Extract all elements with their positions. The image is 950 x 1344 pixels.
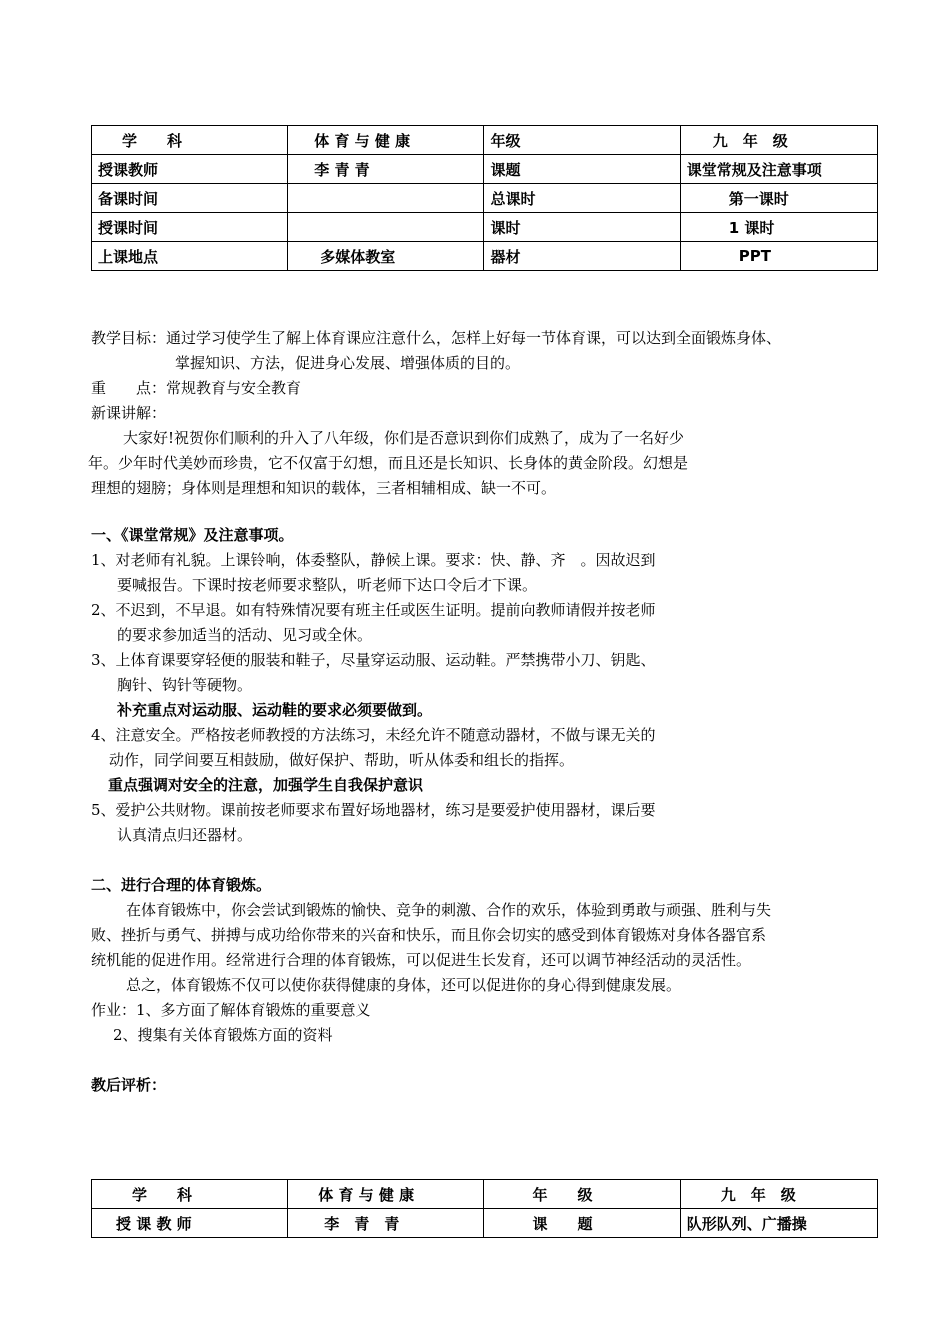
objectives-block [88, 326, 871, 501]
list-item: 3、上体育课要穿轻便的服装和鞋子，尽量穿运动服、运动鞋。严禁携带小刀、钥匙、 [91, 651, 656, 669]
subject-value: 体 育 与 健 康 [288, 126, 484, 155]
list-item: 5、爱护公共财物。课前按老师要求布置好场地器材，练习是要爱护使用器材，课后要 [91, 801, 656, 819]
table-row [92, 155, 878, 184]
subject-label: 学 科 [92, 126, 288, 155]
paragraph-line: 在体育锻炼中，你会尝试到锻炼的愉快、竞争的刺激、合作的欢乐，体验到勇敢与顽强、胜利与失 [126, 901, 772, 919]
total-hours-label: 总课时 [484, 184, 680, 213]
intro-line: 大家好!祝贺你们顺利的升入了八年级，你们是否意识到你们成熟了，成为了一名好少 [123, 429, 685, 447]
subject-value: 体 育 与 健 康 [288, 1180, 484, 1209]
list-item: 的要求参加适当的活动、见习或全休。 [117, 626, 373, 644]
section-two [91, 873, 871, 1048]
list-item: 要喊报告。下课时按老师要求整队，听老师下达口令后才下课。 [117, 576, 538, 594]
list-item: 2、不迟到，不早退。如有特殊情况要有班主任或医生证明。提前向教师请假并按老师 [91, 601, 656, 619]
table-row [92, 126, 878, 155]
prep-time-label: 备课时间 [92, 184, 288, 213]
section-title: 二、进行合理的体育锻炼。 [91, 876, 272, 894]
objective-line: 教学目标：通过学习使学生了解上体育课应注意什么，怎样上好每一节体育课，可以达到全面锻炼身体、 [91, 329, 782, 347]
section-one [91, 523, 871, 848]
summary-line: 总之，体育锻炼不仅可以使你获得健康的身体，还可以促进你的身心得到健康发展。 [126, 976, 682, 994]
grade-label: 年 级 [484, 1180, 680, 1209]
list-item: 胸针、钩针等硬物。 [117, 676, 253, 694]
homework-line: 作业：1、多方面了解体育锻炼的重要意义 [91, 1001, 371, 1019]
lesson-info-table [91, 125, 878, 271]
teach-time-value [288, 213, 484, 242]
grade-label: 年级 [484, 126, 680, 155]
list-item: 动作，同学间要互相鼓励，做好保护、帮助，听从体委和组长的指挥。 [109, 751, 575, 769]
teacher-value: 李 青 青 [288, 1209, 484, 1238]
topic-label: 课题 [484, 155, 680, 184]
objective-line: 掌握知识、方法，促进身心发展、增强体质的目的。 [175, 354, 521, 372]
equipment-value: PPT [680, 242, 877, 271]
new-lesson-heading: 新课讲解： [91, 404, 167, 422]
hours-label: 课时 [484, 213, 680, 242]
next-lesson-table [91, 1179, 878, 1238]
homework-line: 2、搜集有关体育锻炼方面的资料 [113, 1026, 333, 1044]
teacher-value: 李 青 青 [288, 155, 484, 184]
table-row [92, 1209, 878, 1238]
list-item: 4、注意安全。严格按老师教授的方法练习，未经允许不随意动器材，不做与课无关的 [91, 726, 656, 744]
list-item: 1、对老师有礼貌。上课铃响，体委整队，静候上课。要求：快、静、齐 。因故迟到 [91, 551, 656, 569]
subject-label: 学 科 [92, 1180, 288, 1209]
equipment-label: 器材 [484, 242, 680, 271]
section-title: 一、《课堂常规》及注意事项。 [91, 526, 294, 544]
table-row [92, 1180, 878, 1209]
emphasis-note: 补充重点对运动服、运动鞋的要求必须要做到。 [117, 701, 433, 719]
emphasis-note: 重点强调对安全的注意，加强学生自我保护意识 [108, 776, 424, 794]
teach-time-label: 授课时间 [92, 213, 288, 242]
table-row [92, 213, 878, 242]
paragraph-line: 败、挫折与勇气、拼搏与成功给你带来的兴奋和快乐，而且你会切实的感受到体育锻炼对身体各器官系 [91, 926, 767, 944]
total-hours-value: 第一课时 [680, 184, 877, 213]
topic-value: 队形队列、广播操 [680, 1209, 877, 1238]
table-row [92, 184, 878, 213]
table-row [92, 242, 878, 271]
teacher-label: 授 课 教 师 [92, 1209, 288, 1238]
topic-value: 课堂常规及注意事项 [680, 155, 877, 184]
paragraph-line: 统机能的促进作用。经常进行合理的体育锻炼，可以促进生长发育，还可以调节神经活动的灵活性。 [91, 951, 752, 969]
location-value: 多媒体教室 [288, 242, 484, 271]
key-point: 重 点：常规教育与安全教育 [91, 379, 302, 397]
evaluation-heading: 教后评析： [91, 1076, 167, 1094]
evaluation-block [91, 1073, 871, 1098]
intro-line: 理想的翅膀；身体则是理想和知识的载体，三者相辅相成、缺一不可。 [91, 479, 557, 497]
list-item: 认真清点归还器材。 [117, 826, 253, 844]
grade-value: 九 年 级 [680, 1180, 877, 1209]
hours-value: 1 课时 [680, 213, 877, 242]
teacher-label: 授课教师 [92, 155, 288, 184]
topic-label: 课 题 [484, 1209, 680, 1238]
prep-time-value [288, 184, 484, 213]
location-label: 上课地点 [92, 242, 288, 271]
grade-value: 九 年 级 [680, 126, 877, 155]
intro-line: 年。少年时代美妙而珍贵，它不仅富于幻想，而且还是长知识、长身体的黄金阶段。幻想是 [88, 454, 689, 472]
